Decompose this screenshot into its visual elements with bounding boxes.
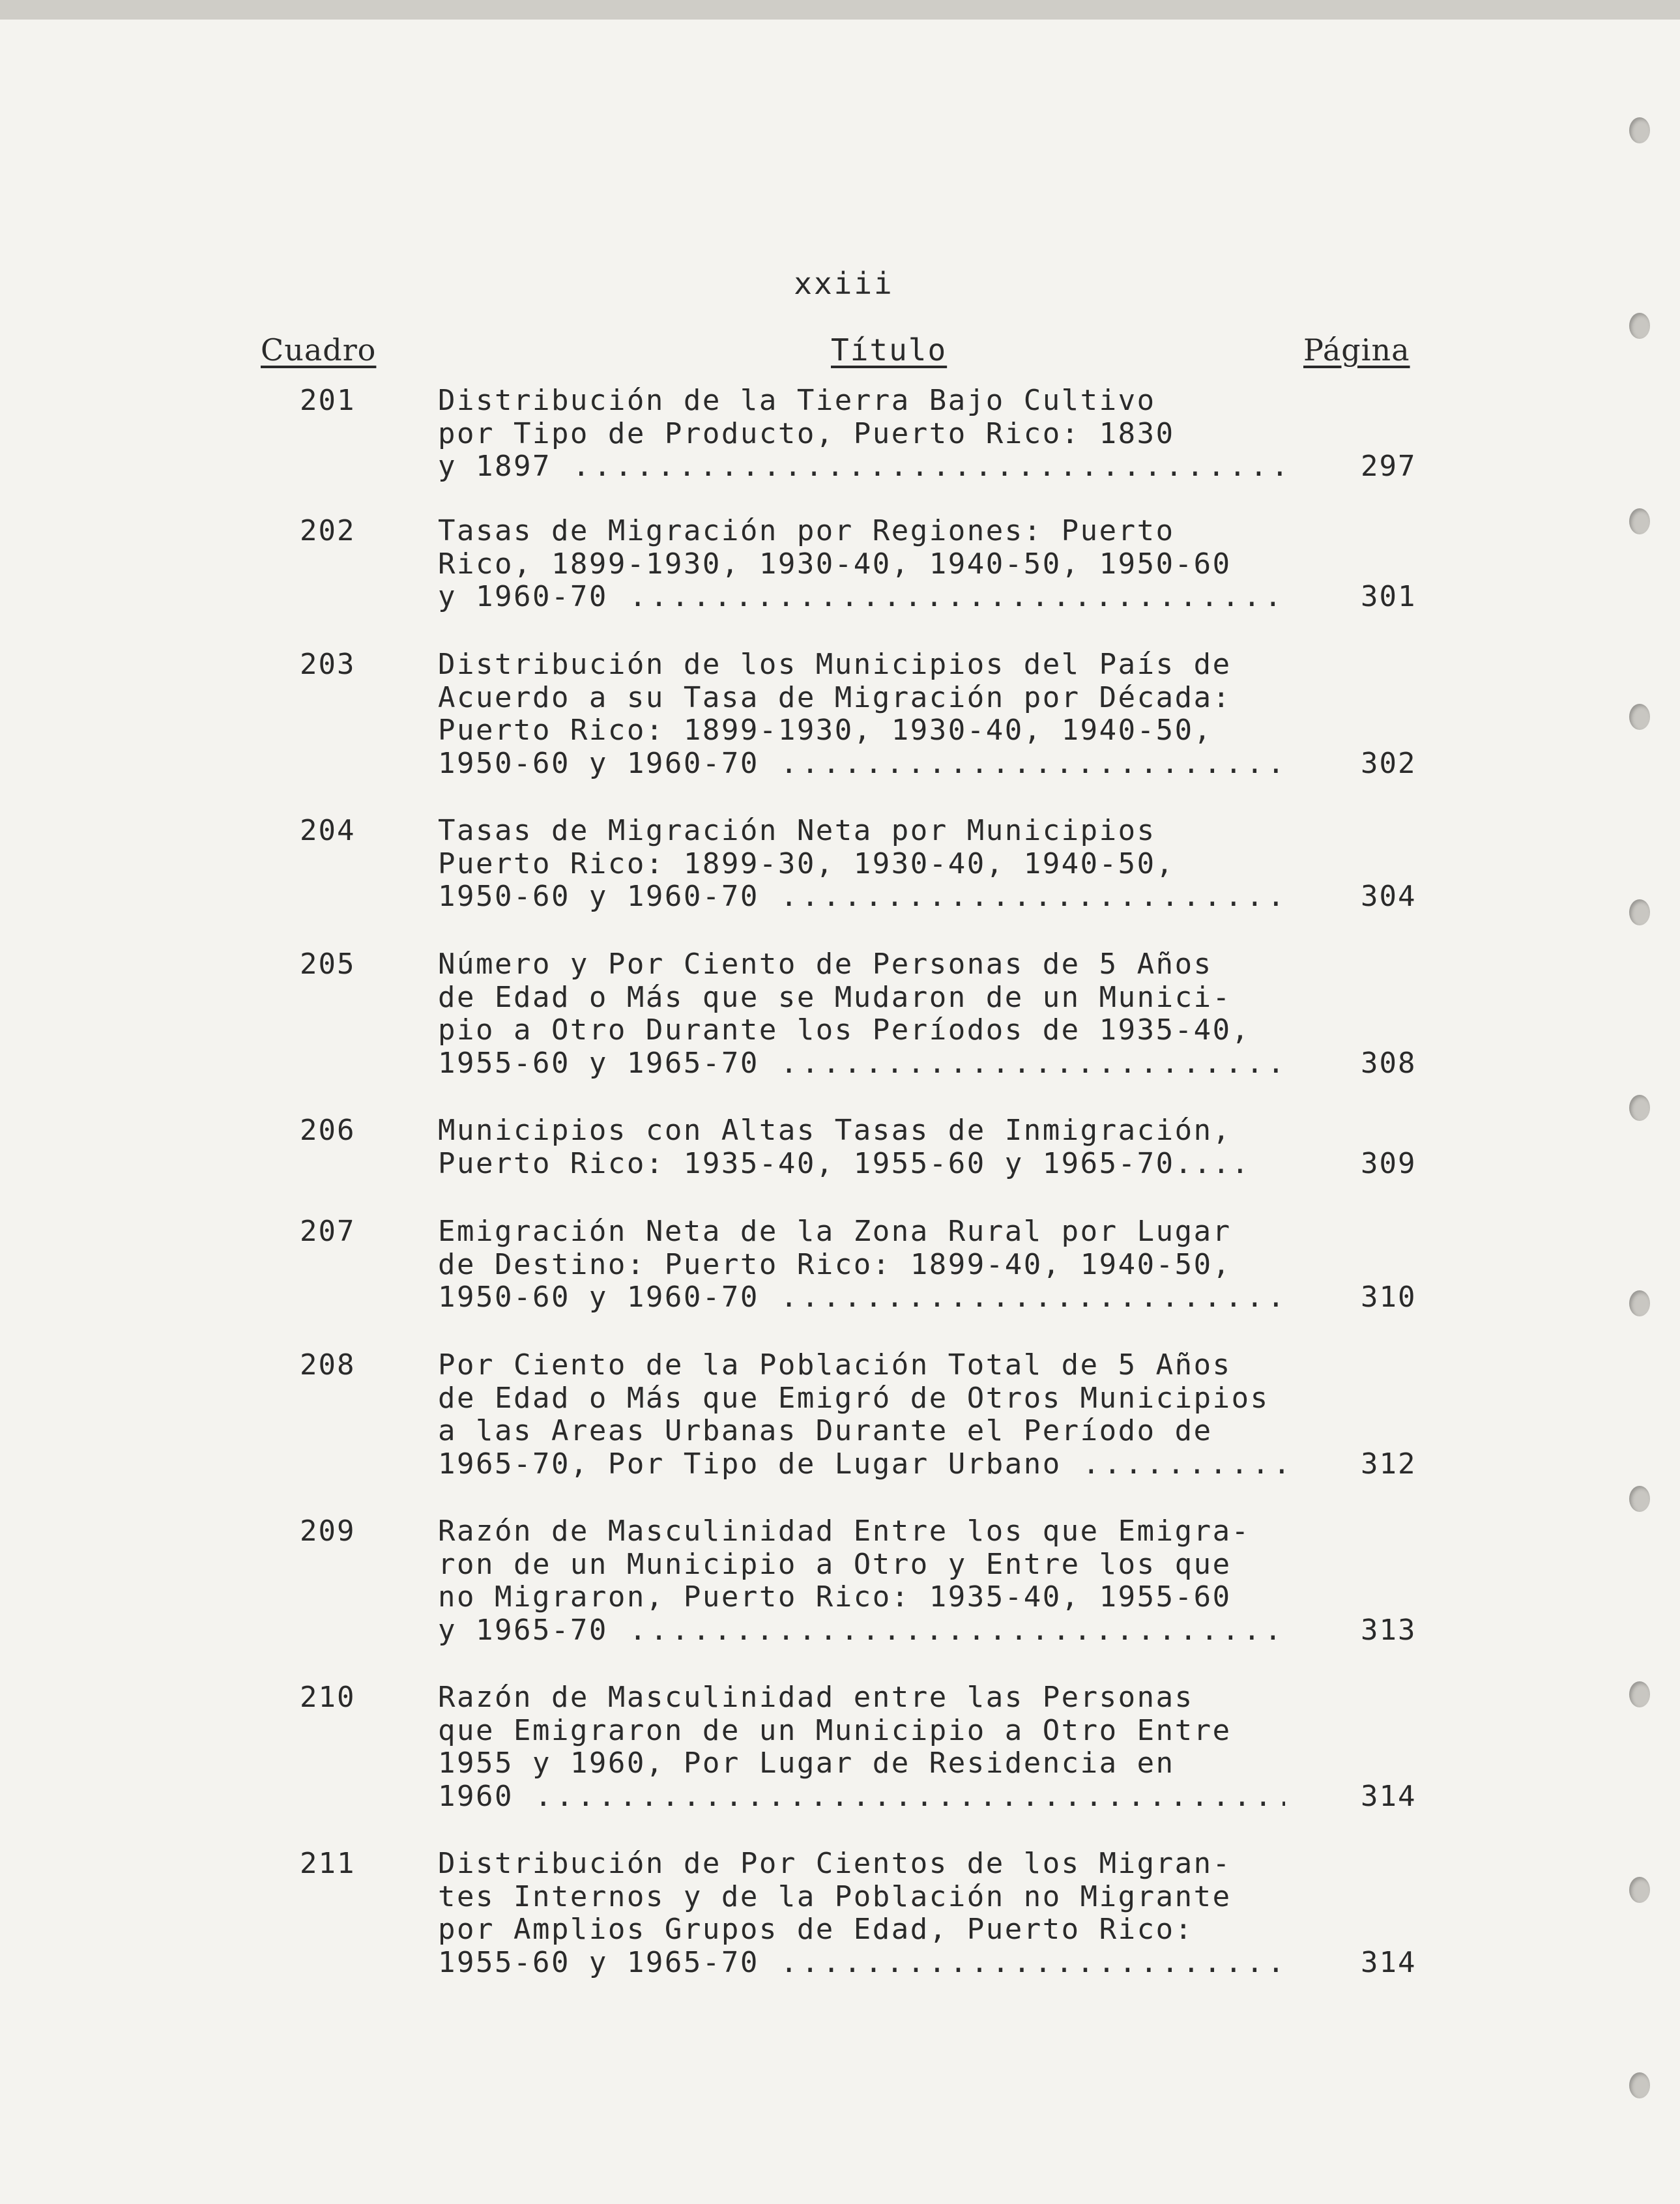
cuadro-number: 208 <box>300 1348 356 1382</box>
binder-hole <box>1629 117 1650 143</box>
entry-title-line: Puerto Rico: 1899-1930, 1930-40, 1940-50, <box>438 714 1213 747</box>
page-reference: 313 <box>1361 1613 1417 1647</box>
binder-hole <box>1629 1290 1650 1316</box>
cuadro-number: 205 <box>300 948 356 981</box>
cuadro-number: 211 <box>300 1847 356 1880</box>
cuadro-number: 201 <box>300 384 356 417</box>
entry-title-line: por Tipo de Producto, Puerto Rico: 1830 <box>438 416 1175 450</box>
entry-title <box>438 1114 1311 1180</box>
entry-title-line: Emigración Neta de la Zona Rural por Lugar <box>438 1215 1232 1248</box>
entry-title-line: de Edad o Más que se Mudaron de un Munici- <box>438 980 1232 1014</box>
entry-title-line: Puerto Rico: 1899-30, 1930-40, 1940-50, <box>438 847 1175 880</box>
cuadro-number: 203 <box>300 648 356 681</box>
entry-title-line: Puerto Rico: 1935-40, 1955-60 y 1965-70.... <box>438 1146 1251 1180</box>
entry-title-line: y 1960-70 ..... <box>438 581 1285 614</box>
entry-title-line: Razón de Masculinidad Entre los que Emigra- <box>438 1515 1251 1548</box>
page-reference: 308 <box>1361 1046 1417 1080</box>
entry-title-line: Por Ciento de la Población Total de 5 Años <box>438 1348 1232 1382</box>
binder-hole <box>1629 1877 1650 1903</box>
header-pagina: Página <box>1303 332 1410 368</box>
entry-title <box>438 384 1311 484</box>
entry-title <box>438 1349 1311 1481</box>
page-reference: 302 <box>1361 746 1417 780</box>
entry-title-line: Rico, 1899-1930, 1930-40, 1940-50, 1950-60 <box>438 547 1232 581</box>
entry-title-line: Número y Por Ciento de Personas de 5 Años <box>438 948 1213 981</box>
entry-title-line: Acuerdo a su Tasa de Migración por Década: <box>438 680 1232 714</box>
page-reference: 310 <box>1361 1281 1417 1314</box>
cuadro-number: 204 <box>300 814 356 847</box>
entry-title-line: Tasas de Migración por Regiones: Puerto <box>438 514 1175 547</box>
header-titulo: Título <box>831 332 948 368</box>
entry-title-line: y 1965-70 ..... <box>438 1614 1285 1647</box>
page-reference: 314 <box>1361 1779 1417 1813</box>
entry-title-line: 1950-60 y 1960-70 ..... <box>438 880 1285 914</box>
page-reference: 301 <box>1361 580 1417 613</box>
document-page <box>0 20 1680 2204</box>
page-number: xxiii <box>794 266 894 301</box>
cuadro-number: 206 <box>300 1114 356 1147</box>
entry-title <box>438 515 1311 614</box>
entry-title-line: 1955-60 y 1965-70 ..... <box>438 1047 1285 1080</box>
binder-hole <box>1629 313 1650 339</box>
binder-hole <box>1629 899 1650 925</box>
binder-hole <box>1629 508 1650 534</box>
entry-title-line: Tasas de Migración Neta por Municipios <box>438 814 1156 847</box>
entry-title <box>438 648 1311 780</box>
entry-title-line: de Edad o Más que Emigró de Otros Municipios <box>438 1381 1269 1415</box>
page-reference: 297 <box>1361 450 1417 483</box>
entry-title-line: Distribución de los Municipios del País de <box>438 648 1232 681</box>
binder-hole <box>1629 704 1650 730</box>
entry-title-line: Municipios con Altas Tasas de Inmigración, <box>438 1114 1232 1147</box>
entry-title-line: Distribución de Por Cientos de los Migran- <box>438 1847 1232 1880</box>
page-reference: 312 <box>1361 1447 1417 1481</box>
entry-title <box>438 948 1311 1080</box>
page-reference: 314 <box>1361 1945 1417 1979</box>
entry-title <box>438 1848 1311 1979</box>
binder-hole <box>1629 1095 1650 1121</box>
header-cuadro: Cuadro <box>261 332 377 368</box>
entry-title-line: Razón de Masculinidad entre las Personas <box>438 1681 1194 1714</box>
entry-title-line: no Migraron, Puerto Rico: 1935-40, 1955-60 <box>438 1580 1232 1614</box>
entry-title <box>438 1215 1311 1314</box>
cuadro-number: 202 <box>300 514 356 547</box>
entry-title <box>438 1681 1311 1813</box>
entry-title-line: 1955-60 y 1965-70 ..... <box>438 1947 1285 1980</box>
entry-title-line: y 1897 ..... <box>438 450 1285 484</box>
cuadro-number: 207 <box>300 1215 356 1248</box>
entry-title <box>438 815 1311 914</box>
entry-title-line: a las Areas Urbanas Durante el Período de <box>438 1414 1213 1447</box>
entry-title-line: por Amplios Grupos de Edad, Puerto Rico: <box>438 1913 1194 1946</box>
entry-title-line: tes Internos y de la Población no Migrante <box>438 1879 1232 1913</box>
entry-title-line: que Emigraron de un Municipio a Otro Entre <box>438 1713 1232 1747</box>
entry-title <box>438 1515 1311 1647</box>
entry-title-line: 1950-60 y 1960-70 ..... <box>438 747 1285 781</box>
cuadro-number: 210 <box>300 1681 356 1714</box>
entry-title-line: Distribución de la Tierra Bajo Cultivo <box>438 384 1156 417</box>
binder-hole <box>1629 1681 1650 1707</box>
entry-title-line: 1950-60 y 1960-70 ..... <box>438 1281 1285 1314</box>
binder-hole <box>1629 2072 1650 2098</box>
entry-title-line: 1965-70, Por Tipo de Lugar Urbano ..... <box>438 1448 1285 1481</box>
binder-hole <box>1629 1486 1650 1512</box>
page-top-edge <box>0 0 1680 22</box>
cuadro-number: 209 <box>300 1515 356 1548</box>
page-reference: 304 <box>1361 880 1417 913</box>
entry-title-line: 1955 y 1960, Por Lugar de Residencia en <box>438 1747 1175 1780</box>
page-reference: 309 <box>1361 1146 1417 1180</box>
entry-title-line: 1960 ..... <box>438 1780 1285 1814</box>
entry-title-line: pio a Otro Durante los Períodos de 1935-40, <box>438 1013 1251 1047</box>
entry-title-line: de Destino: Puerto Rico: 1899-40, 1940-50, <box>438 1247 1232 1281</box>
entry-title-line: ron de un Municipio a Otro y Entre los que <box>438 1547 1232 1581</box>
